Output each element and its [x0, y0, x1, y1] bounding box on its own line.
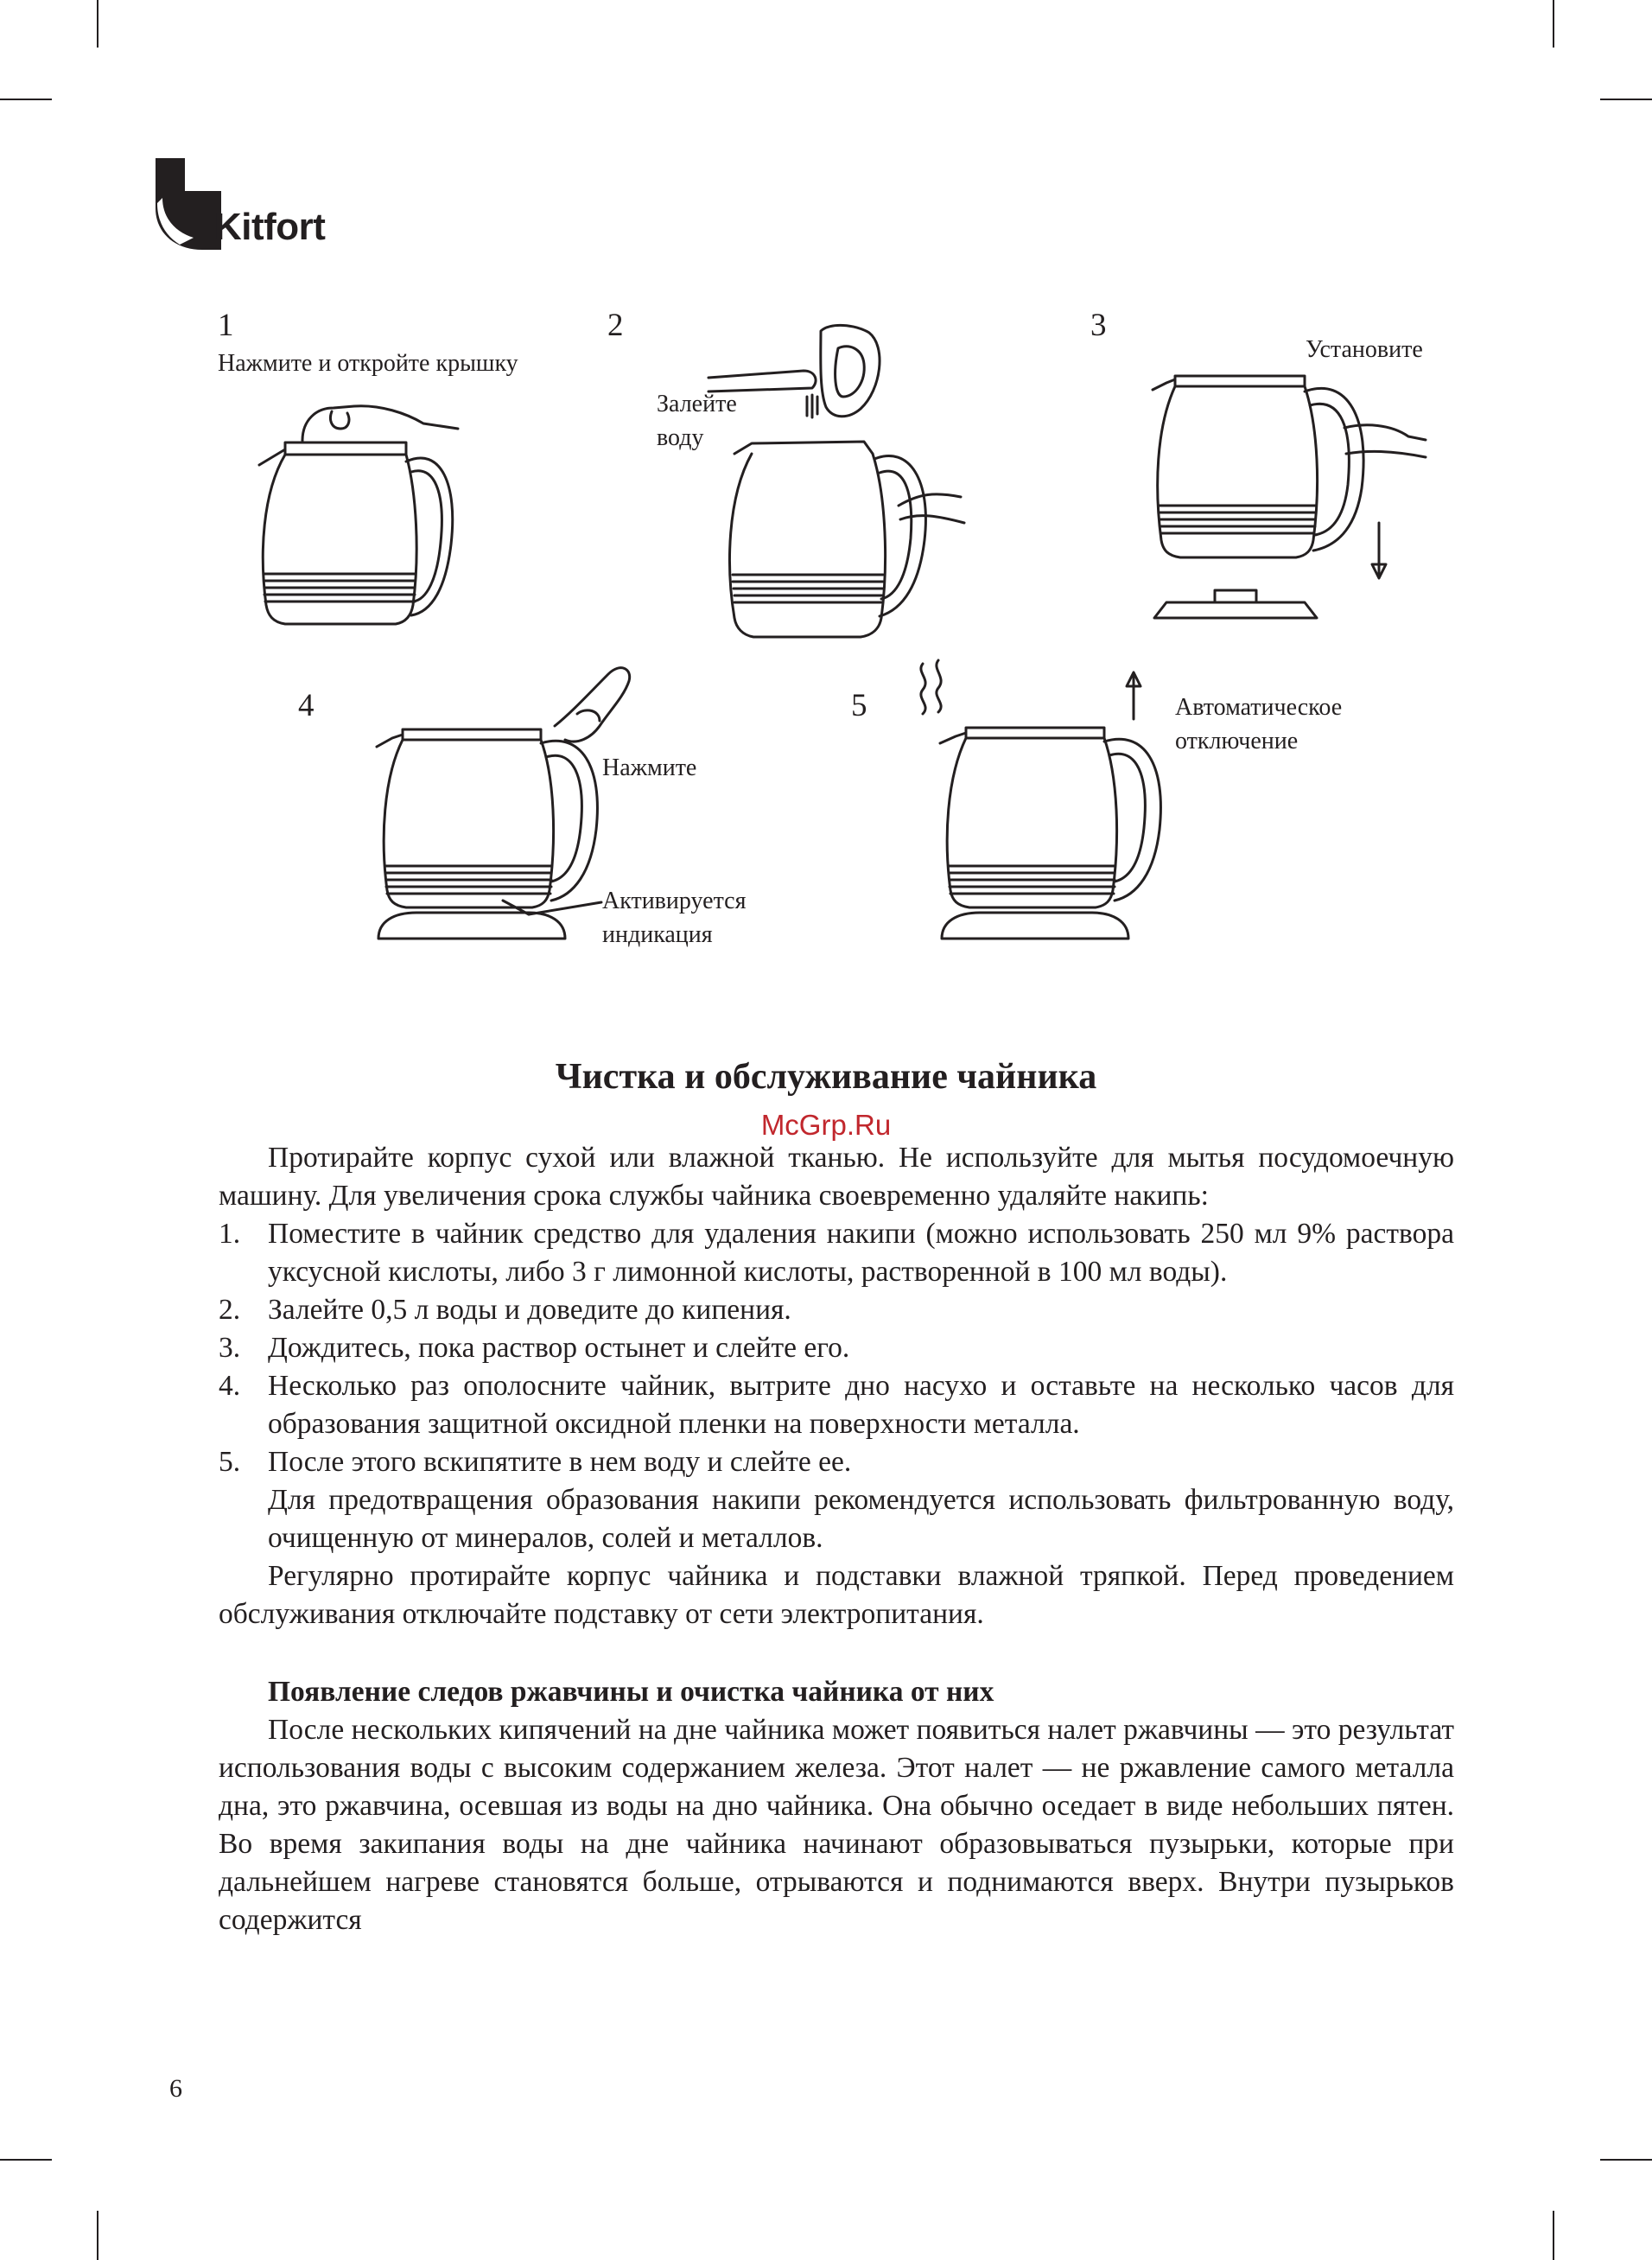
- step-4-number: 4: [298, 688, 315, 723]
- list-item-number: 1.: [219, 1218, 241, 1250]
- step-5-caption-line2: отключение: [1175, 728, 1299, 754]
- list-item: [219, 1329, 1454, 1367]
- filtered-water-note: Для предотвращения образования накипи рекомендуется использовать фильтрованную воду, очищенную от минералов, солей и металлов.: [268, 1484, 1454, 1554]
- step-3-caption: Установите: [1306, 336, 1423, 363]
- watermark: McGrp.Ru: [760, 1109, 892, 1141]
- descaling-steps-list: [219, 1215, 1454, 1481]
- section-title: Чистка и обслуживание чайника: [555, 1057, 1097, 1097]
- list-item-number: 3.: [219, 1332, 241, 1364]
- section-body: [219, 1139, 1454, 1939]
- intro-paragraph: Протирайте корпус сухой или влажной тканью. Не используйте для мытья посудомоечную машину. Для увеличения срока службы чайника своевременно удаляйте накипь:: [219, 1142, 1454, 1212]
- regular-cleaning-paragraph: Регулярно протирайте корпус чайника и подставки влажной тряпкой. Перед проведением обслуживания отключайте подставку от сети электропитания.: [219, 1560, 1454, 1630]
- list-item-text: Несколько раз ополосните чайник, вытрите дно насухо и оставьте на несколько часов для образования защитной оксидной пленки на поверхности металла.: [268, 1370, 1454, 1440]
- crop-mark: [97, 2211, 98, 2260]
- page-number: 6: [169, 2074, 182, 2103]
- list-item-number: 2.: [219, 1294, 241, 1326]
- list-item-text: Залейте 0,5 л воды и доведите до кипения.: [268, 1294, 791, 1326]
- list-item: [219, 1367, 1454, 1443]
- step-4-caption-indication-line1: Активируется: [602, 888, 747, 914]
- step-1-number: 1: [218, 308, 234, 343]
- list-item: [219, 1291, 1454, 1329]
- usage-illustrations: [0, 0, 1652, 994]
- list-item-number: 5.: [219, 1446, 241, 1478]
- step-2-number: 2: [607, 308, 624, 343]
- list-item-text: Дождитесь, пока раствор остынет и слейте его.: [268, 1332, 850, 1364]
- step-2-caption-line1: Залейте: [657, 391, 737, 417]
- brand-name: Kitfort: [214, 206, 326, 248]
- crop-mark: [1600, 2159, 1652, 2161]
- list-item: [219, 1215, 1454, 1291]
- rust-paragraph: После нескольких кипячений на дне чайника может появиться налет ржавчины — это результат использования воды с высоким содержанием железа. Этот налет — не ржавление самого металла дна, это ржавчина, осевшая из воды на дно чайника. Она обычно оседает в виде небольших пятен. Во время закипания воды на дне чайника начинают образовываться пузырьки, которые при дальнейшем нагреве становятся больше, отрываются и поднимаются вверх. Внутри пузырьков содержится: [219, 1714, 1454, 1936]
- rust-subheading: Появление следов ржавчины и очистка чайника от них: [268, 1676, 994, 1708]
- step-1-caption: Нажмите и откройте крышку: [218, 350, 518, 377]
- step-3-number: 3: [1090, 308, 1107, 343]
- list-item-text: После этого вскипятите в нем воду и слейте ее.: [268, 1446, 852, 1478]
- list-item-number: 4.: [219, 1370, 241, 1402]
- step-4-caption-press: Нажмите: [602, 754, 697, 781]
- kettle-press-switch-icon: [373, 657, 684, 955]
- step-5-caption-line1: Автоматическое: [1175, 694, 1343, 721]
- kettle-auto-shutoff-icon: [907, 657, 1166, 955]
- list-item-text: Поместите в чайник средство для удаления накипи (можно использовать 250 мл 9% раствора уксусной кислоты, либо 3 г лимонной кислоты, растворенной в 100 мл воды).: [268, 1218, 1454, 1288]
- kettle-place-on-base-icon: [1149, 367, 1426, 644]
- kettle-open-lid-icon: [251, 389, 475, 640]
- crop-mark: [0, 2159, 52, 2161]
- step-2-caption-line2: воду: [657, 424, 704, 451]
- step-5-number: 5: [851, 688, 867, 723]
- kettle-fill-water-icon: [708, 324, 968, 644]
- step-4-caption-indication-line2: индикация: [602, 921, 713, 948]
- crop-mark: [1553, 2211, 1554, 2260]
- list-item: [219, 1443, 1454, 1481]
